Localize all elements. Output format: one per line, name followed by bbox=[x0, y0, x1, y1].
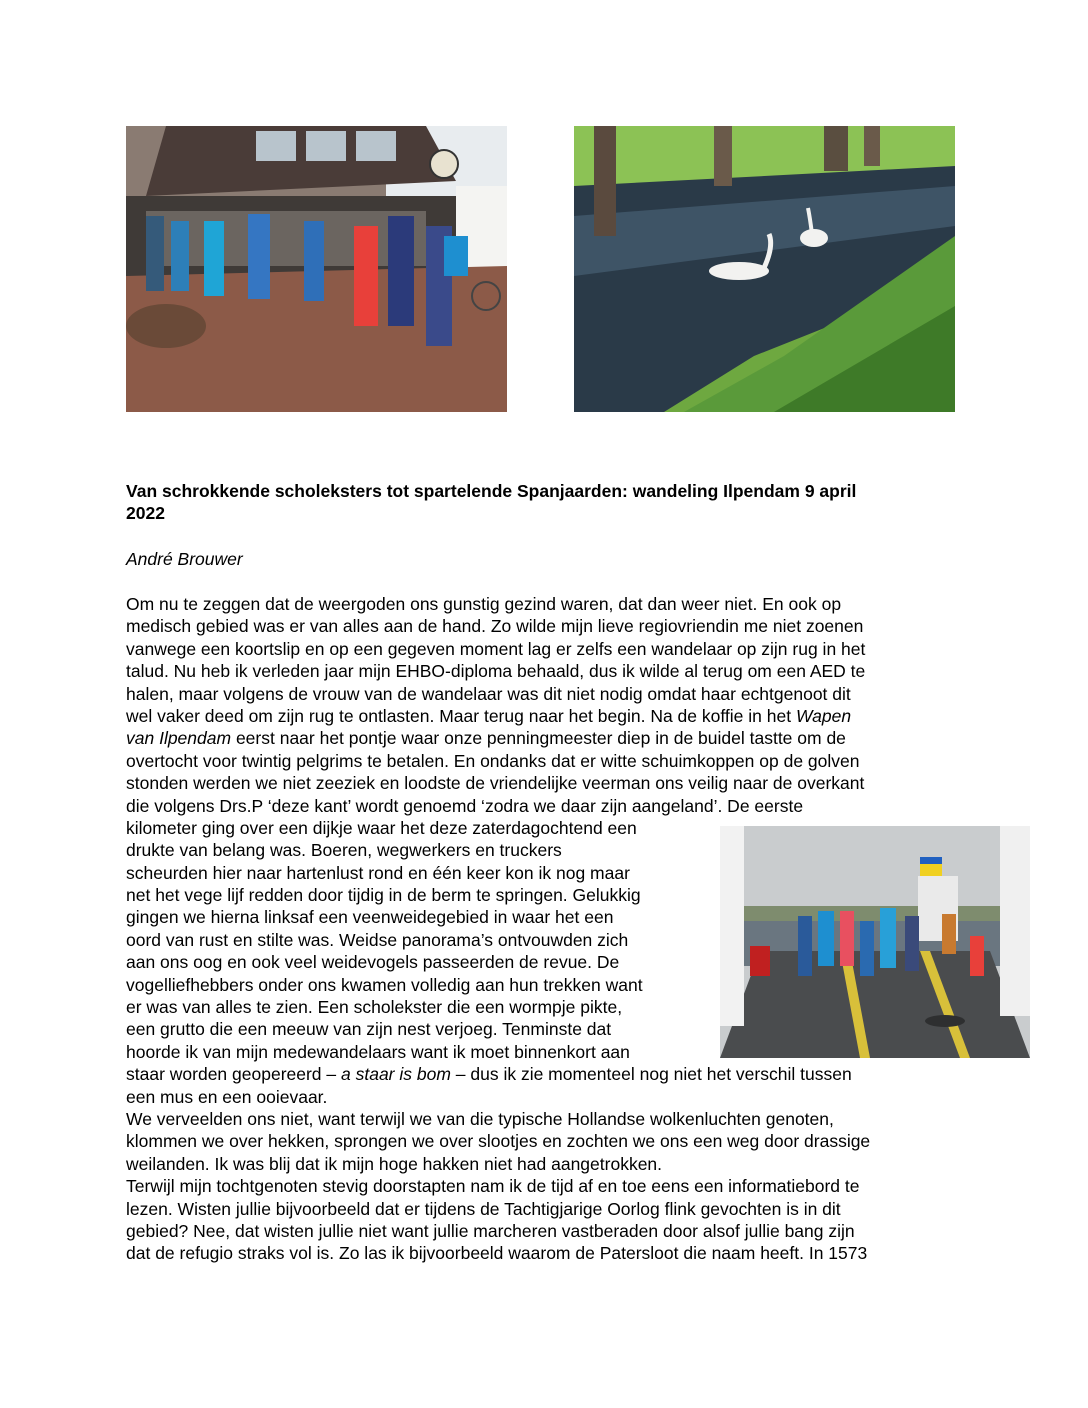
body-text-segment: klommen we over hekken, sprongen we over slootjes en zochten we ons een weg door drassige bbox=[126, 1131, 871, 1152]
body-text-segment: gingen we hierna linksaf een veenweidegebied in waar het een bbox=[126, 907, 614, 928]
body-text-segment: lezen. Wisten jullie bijvoorbeeld dat er tijdens de Tachtigjarige Oorlog flink gevochten is in dit bbox=[126, 1198, 841, 1219]
body-text-segment: drukte van belang was. Boeren, wegwerkers en truckers bbox=[126, 840, 562, 861]
body-line bbox=[126, 1175, 966, 1197]
body-line bbox=[126, 638, 966, 660]
body-text-segment: We verveelden ons niet, want terwijl we van die typische Hollandse wolkenluchten genoten, bbox=[126, 1108, 834, 1129]
title-line: 2022 bbox=[126, 503, 165, 524]
body-text-segment: overtocht voor twintig pelgrims te betalen. En ondanks dat er witte schuimkoppen op de golven bbox=[126, 750, 860, 771]
body-line bbox=[126, 683, 966, 705]
body-italic-segment: Wapen bbox=[795, 705, 852, 726]
body-text-segment: wel vaker deed om zijn rug te ontlasten. Maar terug naar het begin. Na de koffie in het bbox=[126, 705, 796, 726]
body-text-segment: oord van rust en stilte was. Weidse panorama’s ontvouwden zich bbox=[126, 929, 629, 950]
body-text-segment: vanwege een koortslip en op een gegeven moment lag er zelfs een wandelaar op zijn rug in het bbox=[126, 638, 866, 659]
title-line: Van schrokkende scholeksters tot spartelende Spanjaarden: wandeling Ilpendam 9 april bbox=[126, 481, 857, 501]
article-author: André Brouwer bbox=[126, 549, 243, 569]
body-text-segment: gebied? Nee, dat wisten jullie niet want jullie marcheren vastberaden door alsof jullie bang zijn bbox=[126, 1220, 855, 1241]
photo-swans-in-ditch bbox=[574, 126, 955, 412]
body-line bbox=[126, 705, 966, 727]
body-text-segment: net het vege lijf redden door tijdig in de berm te springen. Gelukkig bbox=[126, 885, 641, 906]
body-text-segment: staar worden geopereerd – bbox=[126, 1064, 341, 1085]
body-line bbox=[126, 1153, 966, 1175]
body-text-segment: een grutto die een meeuw van zijn nest verjoeg. Tenminste dat bbox=[126, 1019, 612, 1040]
body-line bbox=[126, 795, 966, 817]
article-title bbox=[126, 480, 956, 525]
body-text-segment: stonden werden we niet zeeziek en loodste de vriendelijke veerman ons veilig naar de overkant bbox=[126, 773, 865, 794]
body-text-segment: talud. Nu heb ik verleden jaar mijn EHBO-diploma behaald, dus ik wilde al terug om een AED te bbox=[126, 661, 866, 682]
body-line bbox=[126, 750, 966, 772]
body-text-segment: een mus en een ooievaar. bbox=[126, 1086, 328, 1107]
photo-hikers-at-cafe bbox=[126, 126, 507, 412]
body-text-segment: aan ons oog en ook veel weidevogels passeerden de revue. De bbox=[126, 952, 620, 973]
body-italic-segment: a staar is bom bbox=[341, 1064, 451, 1085]
body-line bbox=[126, 1086, 966, 1108]
body-line bbox=[126, 772, 966, 794]
body-line bbox=[126, 1242, 966, 1264]
photo-hikers-on-ferry bbox=[720, 826, 1030, 1058]
body-line bbox=[126, 1063, 966, 1085]
body-text-segment: Om nu te zeggen dat de weergoden ons gunstig gezind waren, dat dan weer niet. En ook op bbox=[126, 594, 842, 614]
body-line bbox=[126, 727, 966, 749]
body-text-segment: – dus ik zie momenteel nog niet het verschil tussen bbox=[450, 1064, 852, 1085]
body-text-segment: vogelliefhebbers onder ons kwamen volledig aan hun trekken want bbox=[126, 974, 643, 995]
body-italic-segment: van Ilpendam bbox=[126, 728, 232, 749]
body-line bbox=[126, 593, 966, 615]
body-line bbox=[126, 1198, 966, 1220]
body-text-segment: dat de refugio straks vol is. Zo las ik bijvoorbeeld waarom de Patersloot die naam heeft. In 1573 bbox=[126, 1243, 868, 1264]
body-text-segment: scheurden hier naar hartenlust rond en één keer kon ik nog maar bbox=[126, 862, 630, 883]
body-text-segment: hoorde ik van mijn medewandelaars want ik moet binnenkort aan bbox=[126, 1041, 630, 1062]
body-text-segment: weilanden. Ik was blij dat ik mijn hoge hakken niet had aangetrokken. bbox=[126, 1153, 663, 1174]
body-line bbox=[126, 615, 966, 637]
body-text-segment: er was van alles te zien. Een scholekster die een wormpje pikte, bbox=[126, 997, 623, 1018]
body-line bbox=[126, 1108, 966, 1130]
body-line bbox=[126, 1220, 966, 1242]
body-line bbox=[126, 660, 966, 682]
body-text-segment: Terwijl mijn tochtgenoten stevig doorstapten nam ik de tijd af en toe eens een informatiebord te bbox=[126, 1176, 860, 1197]
body-text-segment: medisch gebied was er van alles aan de hand. Zo wilde mijn lieve regiovriendin me niet zoenen bbox=[126, 616, 864, 637]
body-text-segment: die volgens Drs.P ‘deze kant’ wordt genoemd ‘zodra we daar zijn aangeland’. De eerste bbox=[126, 795, 804, 816]
body-text-segment: eerst naar het pontje waar onze penningmeester diep in de buidel tastte om de bbox=[231, 728, 846, 749]
body-text-segment: halen, maar volgens de vrouw van de wandelaar was dit niet nodig omdat haar echtgenoot dit bbox=[126, 683, 851, 704]
body-line bbox=[126, 1130, 966, 1152]
body-text-segment: kilometer ging over een dijkje waar het deze zaterdagochtend een bbox=[126, 817, 637, 838]
